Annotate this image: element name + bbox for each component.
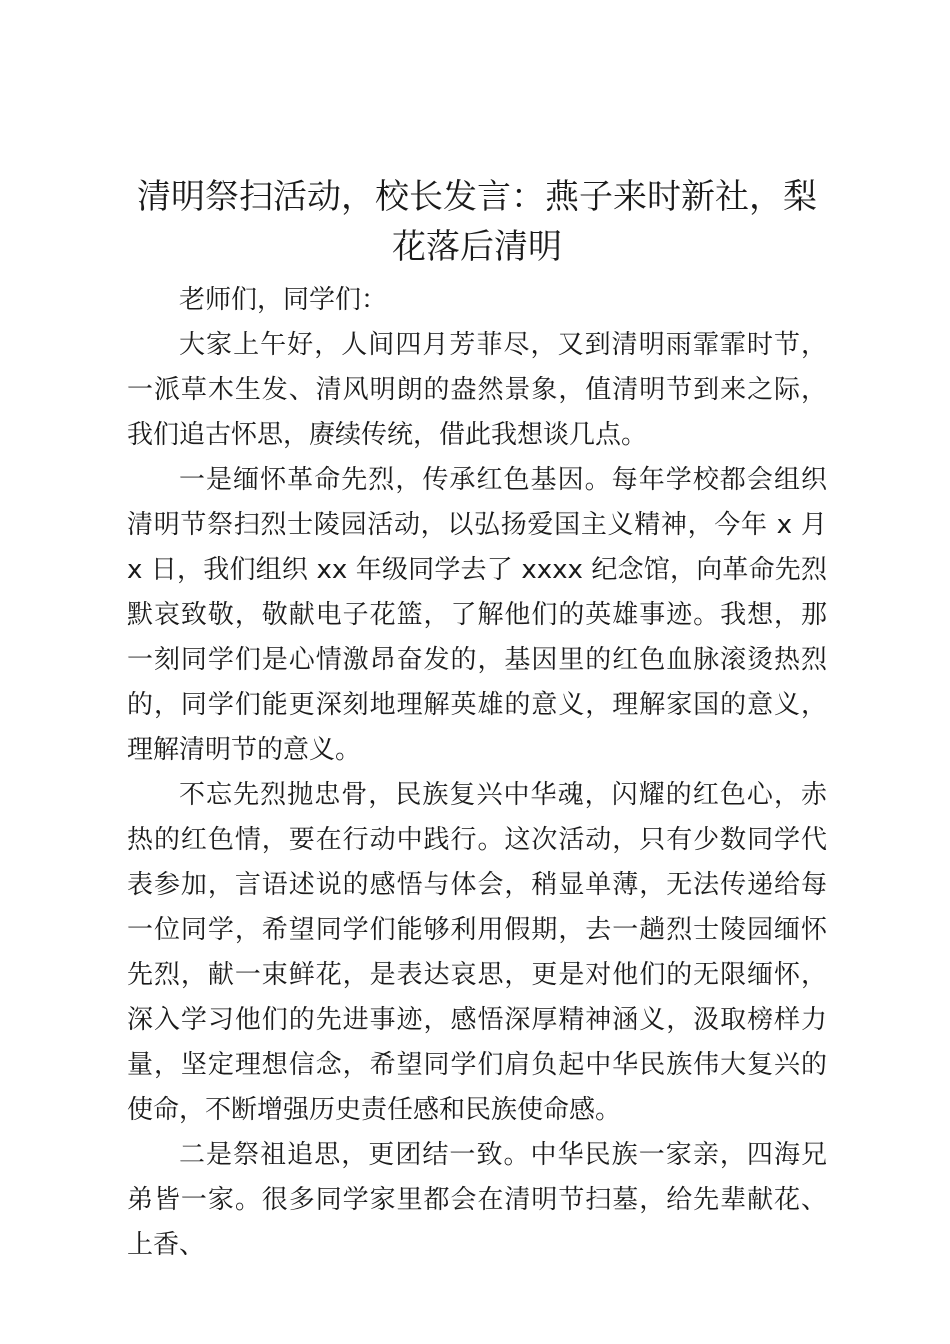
- paragraph-point-two: 二是祭祖追思，更团结一致。中华民族一家亲，四海兄弟皆一家。很多同学家里都会在清明节扫墓，给先辈献花、上香、: [127, 1140, 827, 1260]
- paragraph-martyrs: 不忘先烈抛忠骨，民族复兴中华魂，闪耀的红色心，赤热的红色情，要在行动中践行。这次活动，只有少数同学代表参加，言语述说的感悟与体会，稍显单薄，无法传递给每一位同学，希望同学们能够利用假期，去一趟烈士陵园缅怀先烈，献一束鲜花，是表达哀思，更是对他们的无限缅怀，深入学习他们的先进事迹，感悟深厚精神涵义，汲取榜样力量，坚定理想信念，希望同学们肩负起中华民族伟大复兴的使命，不断增强历史责任感和民族使命感。: [127, 780, 827, 1125]
- document-body: [127, 172, 827, 1268]
- paragraph-intro: 大家上午好，人间四月芳菲尽，又到清明雨霏霏时节，一派草木生发、清风明朗的盎然景象，值清明节到来之际，我们追古怀思，赓续传统，借此我想谈几点。: [127, 330, 827, 450]
- salutation: 老师们，同学们：: [179, 285, 388, 315]
- document-title: 清明祭扫活动，校长发言：燕子来时新社，梨花落后清明: [137, 177, 817, 267]
- paragraph-point-one: 一是缅怀革命先烈，传承红色基因。每年学校都会组织清明节祭扫烈士陵园活动，以弘扬爱国主义精神，今年 x 月 x 日，我们组织 xx 年级同学去了 xxxx 纪念馆，向革命先烈默哀致敬，敬献电子花篮，了解他们的英雄事迹。我想，那一刻同学们是心情激昂奋发的，基因里的红色血脉滚烫热烈的，同学们能更深刻地理解英雄的意义，理解家国的意义，理解清明节的意义。: [127, 465, 827, 765]
